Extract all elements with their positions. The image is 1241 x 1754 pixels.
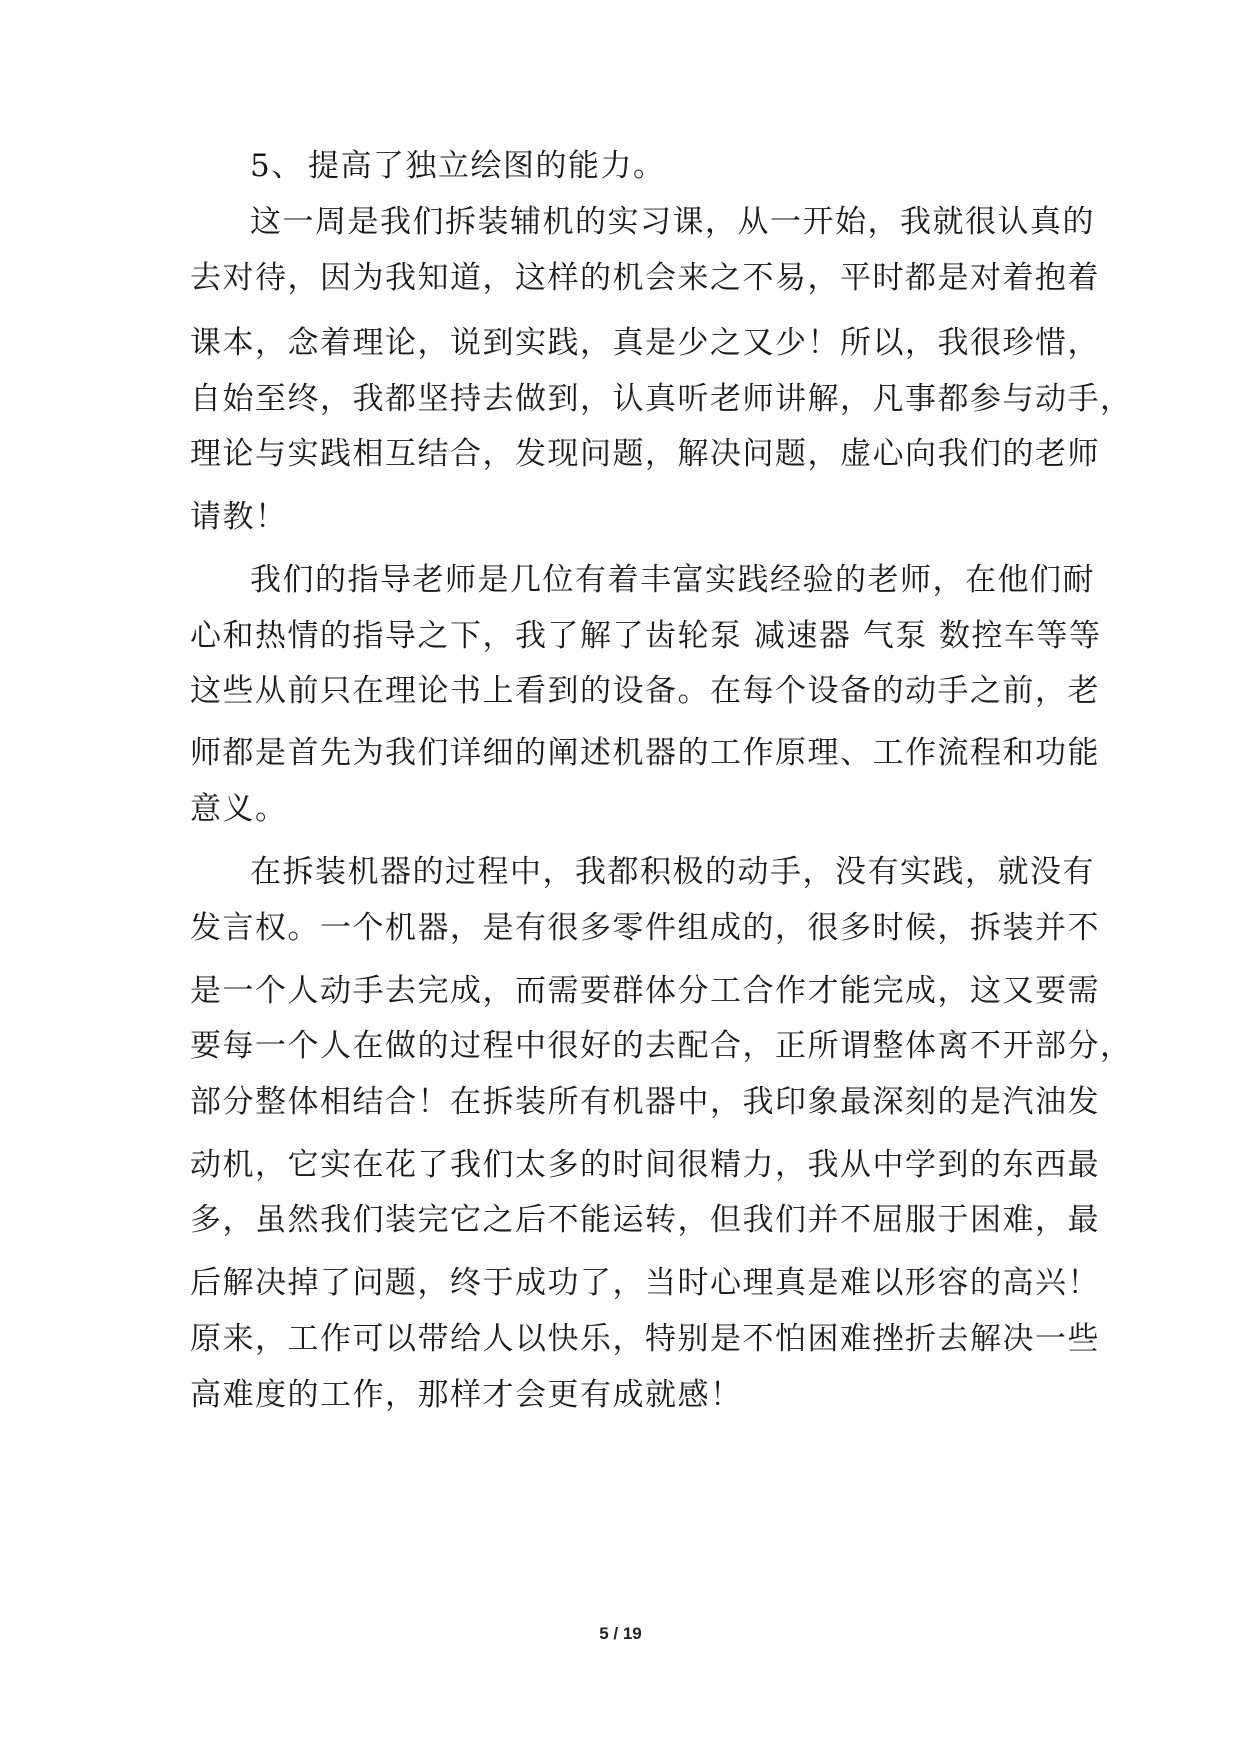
paragraph-3-line-10: 高难度的工作，那样才会更有成就感！ xyxy=(190,1377,743,1413)
paragraph-3-line-3: 是一个人动手去完成，而需要群体分工合作才能完成，这又要需 xyxy=(190,973,1100,1009)
paragraph-3-line-9: 原来，工作可以带给人以快乐，特别是不怕困难挫折去解决一些 xyxy=(190,1321,1100,1357)
paragraph-1-line-4: 自始至终，我都坚持去做到，认真听老师讲解，凡事都参与动手， xyxy=(190,381,1133,417)
page-number: 5 / 19 xyxy=(599,1624,642,1643)
paragraph-3-line-1: 在拆装机器的过程中，我都积极的动手，没有实践，就没有 xyxy=(250,854,1095,890)
paragraph-1-line-5: 理论与实践相互结合，发现问题，解决问题，虚心向我们的老师 xyxy=(190,436,1100,472)
paragraph-2-line-1: 我们的指导老师是几位有着丰富实践经验的老师，在他们耐 xyxy=(250,562,1095,598)
list-item-5 xyxy=(250,146,666,186)
paragraph-2-line-3: 这些从前只在理论书上看到的设备。在每个设备的动手之前，老 xyxy=(190,673,1100,709)
paragraph-1-line-2: 去对待，因为我知道，这样的机会来之不易，平时都是对着抱着 xyxy=(190,260,1100,296)
paragraph-1-line-3: 课本，念着理论，说到实践，真是少之又少！所以，我很珍惜， xyxy=(190,325,1100,361)
paragraph-3-line-4: 要每一个人在做的过程中很好的去配合，正所谓整体离不开部分， xyxy=(190,1028,1133,1064)
list-item-text: 提高了独立绘图的能力。 xyxy=(308,148,666,184)
list-item-number: 5、 xyxy=(250,148,304,184)
paragraph-1-line-1: 这一周是我们拆装辅机的实习课，从一开始，我就很认真的 xyxy=(250,204,1095,240)
paragraph-2-line-5: 意义。 xyxy=(190,791,288,827)
paragraph-3-line-2: 发言权。一个机器，是有很多零件组成的，很多时候，拆装并不 xyxy=(190,910,1100,946)
paragraph-3-line-7: 多，虽然我们装完它之后不能运转，但我们并不屈服于困难，最 xyxy=(190,1202,1100,1238)
paragraph-2-line-2: 心和热情的指导之下，我了解了齿轮泵 减速器 气泵 数控车等等 xyxy=(190,618,1102,654)
paragraph-3-line-5: 部分整体相结合！在拆装所有机器中，我印象最深刻的是汽油发 xyxy=(190,1084,1100,1120)
paragraph-3-line-8: 后解决掉了问题，终于成功了，当时心理真是难以形容的高兴！ xyxy=(190,1265,1100,1301)
paragraph-3-line-6: 动机，它实在花了我们太多的时间很精力，我从中学到的东西最 xyxy=(190,1147,1100,1183)
paragraph-2-line-4: 师都是首先为我们详细的阐述机器的工作原理、工作流程和功能 xyxy=(190,735,1100,771)
paragraph-1-line-6: 请教！ xyxy=(190,499,288,535)
